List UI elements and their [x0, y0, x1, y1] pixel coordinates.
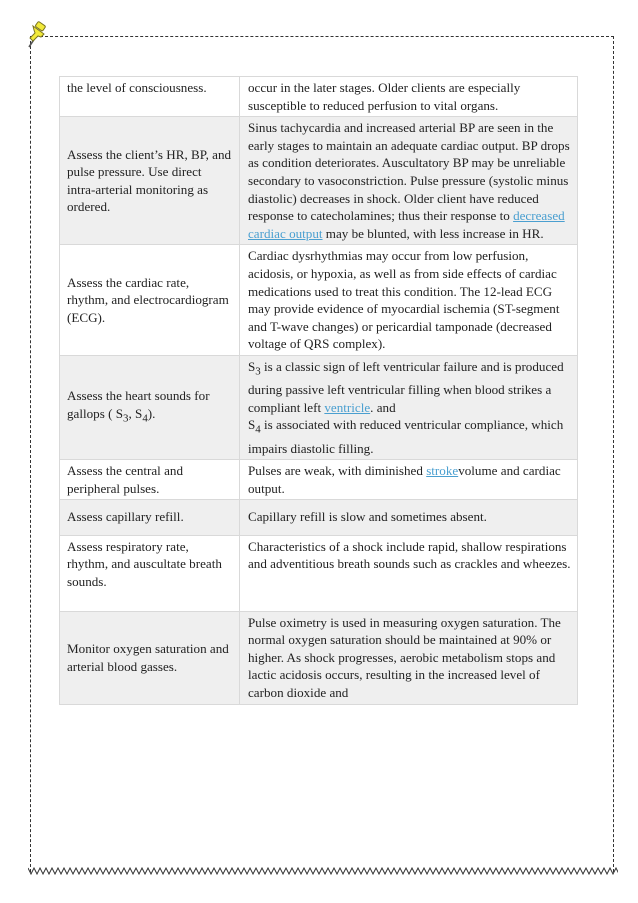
table-row — [60, 355, 578, 459]
intervention-text: Assess the cardiac rate, rhythm, and electrocardiogram (ECG). — [67, 274, 229, 325]
rationale-cell — [240, 611, 578, 704]
subscript: 4 — [255, 423, 261, 436]
intervention-cell — [60, 245, 240, 356]
pushpin-icon — [22, 20, 50, 50]
rationale-text: Pulses are weak, with diminished — [248, 463, 427, 479]
rationale-cell — [240, 500, 578, 536]
rationale-text-end: volume and cardiac output. — [248, 463, 561, 496]
rationale-text: is associated with reduced ventricular compliance, which impairs diastolic filling. — [248, 417, 564, 456]
rationale-text: Characteristics of a shock include rapid, shallow respirations and adventitious breath sounds such as crackles and wheezes. — [248, 538, 571, 572]
page-frame-right-border — [613, 36, 614, 872]
stroke-link[interactable]: stroke — [426, 463, 459, 479]
subscript: 4 — [142, 412, 148, 425]
intervention-cell — [60, 355, 240, 459]
rationale-cell — [240, 535, 578, 611]
ventricle-link[interactable]: ventricle — [324, 399, 371, 415]
page-frame-left-border — [30, 36, 31, 872]
rationale-cell — [240, 77, 578, 117]
intervention-cell — [60, 611, 240, 704]
table-row — [60, 117, 578, 245]
rationale-text: is a classic sign of left ventricular failure and is produced during passive left ventricular filling when blood strikes a compliant left — [248, 358, 564, 415]
rationale-text: . and — [370, 399, 396, 415]
rationale-text-end: may be blunted, with less increase in HR. — [322, 225, 544, 241]
rationale-cell — [240, 460, 578, 500]
intervention-text: Assess the heart sounds for gallops ( S — [67, 388, 210, 421]
intervention-text: Assess the central and peripheral pulses. — [67, 463, 183, 496]
table-row — [60, 500, 578, 536]
rationale-text: S — [248, 358, 256, 374]
intervention-text: Assess the client’s HR, BP, and pulse pressure. Use direct intra-arterial monitoring as ordered. — [67, 146, 232, 215]
intervention-text: the level of consciousness. — [67, 80, 207, 95]
rationale-cell — [240, 355, 578, 459]
nursing-intervention-table — [59, 76, 578, 705]
rationale-text: Pulse oximetry is used in measuring oxygen saturation. The normal oxygen saturation should be maintained at 90% or higher. As shock progresses, aerobic metabolism stops and lactic acidosis occurs, resulting in the increased level of carbon dioxide and — [248, 614, 561, 701]
table-row — [60, 611, 578, 704]
rationale-text: Capillary refill is slow and sometimes absent. — [248, 509, 487, 525]
page-frame-bottom-border — [28, 864, 618, 878]
intervention-cell — [60, 535, 240, 611]
rationale-text: S — [248, 417, 256, 433]
table-row — [60, 535, 578, 611]
rationale-cell — [240, 245, 578, 356]
intervention-text: Assess respiratory rate, rhythm, and auscultate breath sounds. — [67, 538, 222, 590]
page-frame-top-border — [30, 36, 614, 37]
table-row — [60, 245, 578, 356]
rationale-text: Cardiac dysrhythmias may occur from low perfusion, acidosis, or hypoxia, as well as from side effects of cardiac medications used to treat this condition. The 12-lead ECG may provide evidence of myocardial ischemia (ST-segment and T-wave changes) or pericardial tamponade (decreased voltage of QRS complex). — [248, 248, 560, 352]
intervention-text: , S — [128, 405, 143, 421]
subscript: 3 — [123, 412, 129, 425]
intervention-text: Assess capillary refill. — [67, 509, 184, 525]
intervention-cell — [60, 77, 240, 117]
intervention-cell — [60, 460, 240, 500]
rationale-cell — [240, 117, 578, 245]
rationale-text: Sinus tachycardia and increased arterial BP are seen in the early stages to maintain an adequate cardiac output. BP drops as condition deteriorates. Auscultatory BP may be unreliable secondary to vasoconstriction. Pulse pressure (systolic minus diastolic) decreases in shock. Older client have reduced response to catecholamines; thus their response to — [248, 120, 570, 224]
table-row — [60, 77, 578, 117]
intervention-text: Monitor oxygen saturation and arterial blood gasses. — [67, 641, 229, 674]
rationale-text: occur in the later stages. Older clients are especially susceptible to reduced perfusion to vital organs. — [248, 80, 521, 113]
subscript: 3 — [255, 365, 261, 378]
intervention-text: ). — [147, 405, 156, 421]
decreased-cardiac-output-link[interactable]: decreased cardiac output — [248, 208, 565, 241]
intervention-cell — [60, 500, 240, 536]
table-row — [60, 460, 578, 500]
intervention-cell — [60, 117, 240, 245]
